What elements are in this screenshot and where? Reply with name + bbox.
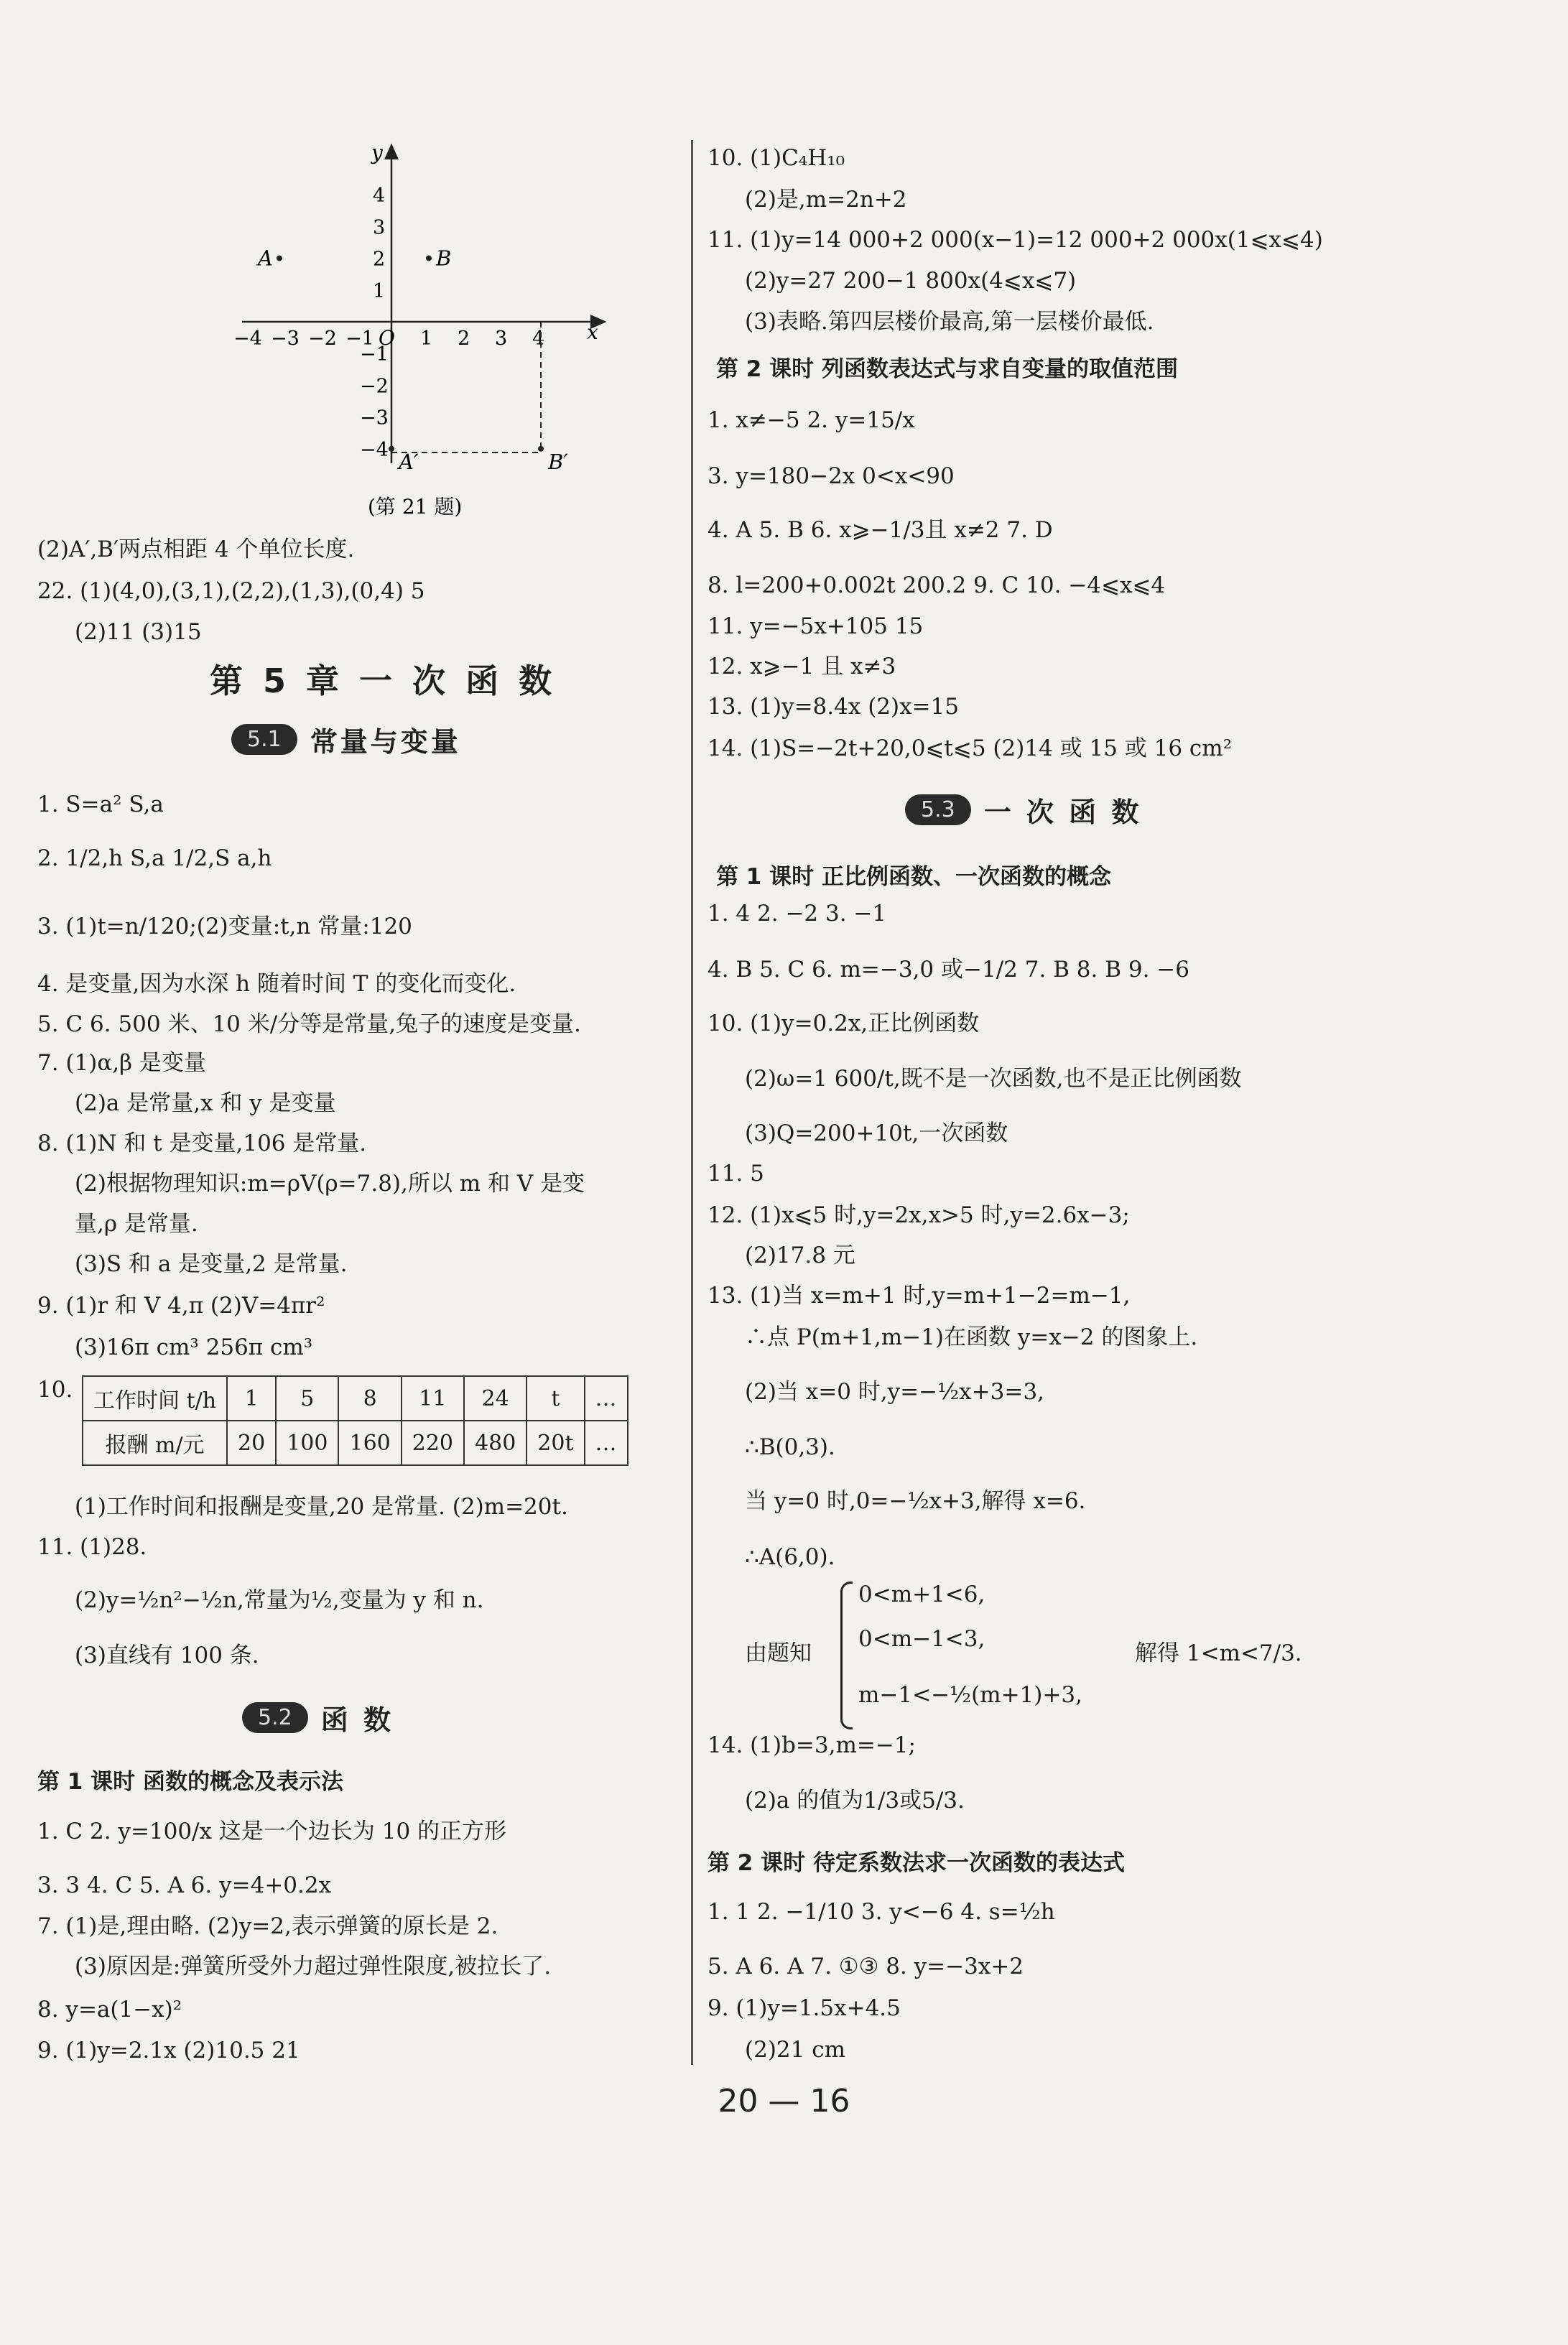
a8-4: (3)S 和 a 是变量,2 是常量. <box>75 1251 348 1277</box>
table-cell: 220 <box>402 1421 464 1465</box>
table-cell: 20 <box>227 1421 276 1465</box>
c10-2: (2)是,m=2n+2 <box>745 187 907 213</box>
d12: 12. x⩾−1 且 x≠3 <box>708 654 896 679</box>
x-tick-label: 1 <box>420 328 433 350</box>
table-cell: 480 <box>464 1421 526 1465</box>
f1: 1. 1 2. −1/10 3. y<−6 4. s=½h <box>708 1899 1055 1925</box>
x-tick-label: 2 <box>458 328 470 350</box>
lesson-heading: 第 1 课时 正比例函数、一次函数的概念 <box>716 864 1111 890</box>
d4: 4. A 5. B 6. x⩾−1/3且 x≠2 7. D <box>708 517 1053 543</box>
section-badge: 5.2 <box>242 1702 308 1733</box>
a10-num: 10. <box>37 1377 73 1403</box>
table-cell: … <box>585 1376 628 1421</box>
e13-solution: 解得 1<m<7/3. <box>1135 1640 1302 1666</box>
b9: 9. (1)y=2.1x (2)10.5 21 <box>37 2038 300 2063</box>
a8-3: 量,ρ 是常量. <box>75 1211 198 1237</box>
table-cell: 工作时间 t/h <box>83 1376 227 1421</box>
e13-1: 13. (1)当 x=m+1 时,y=m+1−2=m−1, <box>708 1283 1131 1309</box>
y-axis-label: y <box>371 141 383 164</box>
column-divider <box>691 140 693 2065</box>
d8: 8. l=200+0.002t 200.2 9. C 10. −4⩽x⩽4 <box>708 572 1166 598</box>
b8: 8. y=a(1−x)² <box>37 1997 182 2023</box>
f9-1: 9. (1)y=1.5x+4.5 <box>708 1995 901 2021</box>
e13-3: (2)当 x=0 时,y=−½x+3=3, <box>745 1379 1044 1405</box>
a9-2: (3)16π cm³ 256π cm³ <box>75 1334 313 1360</box>
e10-2: (2)ω=1 600/t,既不是一次函数,也不是正比例函数 <box>745 1066 1242 1092</box>
e12-1: 12. (1)x⩽5 时,y=2x,x>5 时,y=2.6x−3; <box>708 1202 1130 1228</box>
e10-3: (3)Q=200+10t,一次函数 <box>745 1120 1008 1146</box>
e1: 1. 4 2. −2 3. −1 <box>708 901 887 927</box>
e13-sys2: 0<m−1<3, <box>858 1626 985 1652</box>
a7-2: (2)a 是常量,x 和 y 是变量 <box>75 1090 336 1116</box>
table-cell: 报酬 m/元 <box>83 1421 227 1465</box>
e4: 4. B 5. C 6. m=−3,0 或−1/2 7. B 8. B 9. −6 <box>708 957 1189 983</box>
section-title: 函 数 <box>320 1704 394 1736</box>
c10-1: 10. (1)C₄H₁₀ <box>708 145 845 171</box>
point-label: A <box>258 246 273 271</box>
d11: 11. y=−5x+105 15 <box>708 613 924 639</box>
y-tick-label: 2 <box>373 248 386 271</box>
b7-1: 7. (1)是,理由略. (2)y=2,表示弹簧的原长是 2. <box>37 1913 498 1939</box>
point-marker <box>277 256 282 261</box>
a2: 2. 1/2,h S,a 1/2,S a,h <box>37 845 272 871</box>
figure-caption: (第 21 题) <box>368 495 463 519</box>
d13: 13. (1)y=8.4x (2)x=15 <box>708 694 960 720</box>
x-axis-label: x <box>587 320 598 344</box>
a8-2: (2)根据物理知识:m=ρV(ρ=7.8),所以 m 和 V 是变 <box>75 1171 585 1197</box>
section-badge: 5.3 <box>905 794 971 825</box>
y-tick-label: −3 <box>360 407 389 429</box>
point-label: B <box>436 246 452 271</box>
table-row <box>83 1376 628 1421</box>
q21-2: (2)A′,B′两点相距 4 个单位长度. <box>37 537 355 562</box>
y-tick-label: −4 <box>360 438 389 461</box>
section-title: 常量与变量 <box>310 725 461 758</box>
f5: 5. A 6. A 7. ①③ 8. y=−3x+2 <box>708 1954 1024 1979</box>
section-5-3 <box>905 789 1141 830</box>
x-tick-label: −4 <box>233 328 262 350</box>
e14-1: 14. (1)b=3,m=−1; <box>708 1732 916 1758</box>
work-pay-table <box>82 1375 628 1466</box>
q22-2: (2)11 (3)15 <box>75 619 202 645</box>
table-cell: 160 <box>338 1421 401 1465</box>
e12-2: (2)17.8 元 <box>745 1243 855 1268</box>
a7-1: 7. (1)α,β 是变量 <box>37 1050 206 1076</box>
table-cell: 8 <box>338 1376 401 1421</box>
x-tick-label: −3 <box>271 328 300 350</box>
d1: 1. x≠−5 2. y=15/x <box>708 407 915 433</box>
table-cell: 1 <box>227 1376 276 1421</box>
table-row <box>83 1421 628 1465</box>
y-tick-label: −2 <box>360 375 389 398</box>
e13-sys1: 0<m+1<6, <box>858 1582 985 1607</box>
point-marker <box>538 446 544 452</box>
section-5-1 <box>231 718 461 760</box>
table-cell: … <box>585 1421 628 1465</box>
lesson-heading: 第 2 课时 列函数表达式与求自变量的取值范围 <box>716 356 1178 382</box>
d14: 14. (1)S=−2t+20,0⩽t⩽5 (2)14 或 15 或 16 cm² <box>708 735 1233 761</box>
y-tick-label: 3 <box>373 216 386 239</box>
lesson-heading: 第 2 课时 待定系数法求一次函数的表达式 <box>708 1850 1125 1876</box>
c11-3: (3)表略.第四层楼价最高,第一层楼价最低. <box>745 309 1154 335</box>
a11-2: (2)y=½n²−½n,常量为½,变量为 y 和 n. <box>75 1587 484 1613</box>
a11-1: 11. (1)28. <box>37 1534 147 1560</box>
a5: 5. C 6. 500 米、10 米/分等是常量,兔子的速度是变量. <box>37 1011 581 1037</box>
e13-5: 当 y=0 时,0=−½x+3,解得 x=6. <box>745 1488 1086 1514</box>
page-number: 20 — 16 <box>718 2083 850 2119</box>
c11-1: 11. (1)y=14 000+2 000(x−1)=12 000+2 000x(1⩽x⩽4) <box>708 227 1323 253</box>
a4: 4. 是变量,因为水深 h 随着时间 T 的变化而变化. <box>37 971 516 997</box>
table-cell: 5 <box>276 1376 338 1421</box>
a8-1: 8. (1)N 和 t 是变量,106 是常量. <box>37 1130 367 1156</box>
b3: 3. 3 4. C 5. A 6. y=4+0.2x <box>37 1872 332 1898</box>
y-tick-label: −1 <box>360 343 389 366</box>
table-cell: t <box>526 1376 584 1421</box>
e11: 11. 5 <box>708 1161 764 1187</box>
point-label: B′ <box>548 449 568 474</box>
section-badge: 5.1 <box>231 724 297 755</box>
e13-6: ∴A(6,0). <box>745 1544 835 1570</box>
section-5-2 <box>242 1696 394 1738</box>
table-cell: 20t <box>526 1421 584 1465</box>
table-cell: 11 <box>402 1376 464 1421</box>
c11-2: (2)y=27 200−1 800x(4⩽x⩽7) <box>745 268 1077 294</box>
b1: 1. C 2. y=100/x 这是一个边长为 10 的正方形 <box>37 1819 507 1844</box>
table-cell: 100 <box>276 1421 338 1465</box>
e13-4: ∴B(0,3). <box>745 1434 835 1460</box>
e13-2: ∴点 P(m+1,m−1)在函数 y=x−2 的图象上. <box>745 1324 1198 1350</box>
a10-1: (1)工作时间和报酬是变量,20 是常量. (2)m=20t. <box>75 1494 568 1520</box>
section-title: 一 次 函 数 <box>983 796 1142 828</box>
table-cell: 24 <box>464 1376 526 1421</box>
x-tick-label: −2 <box>308 328 337 350</box>
coordinate-figure <box>199 136 630 524</box>
q22-1: 22. (1)(4,0),(3,1),(2,2),(1,3),(0,4) 5 <box>37 578 425 604</box>
a1: 1. S=a² S,a <box>37 791 164 817</box>
d3: 3. y=180−2x 0<x<90 <box>708 463 955 489</box>
point-marker <box>426 256 432 261</box>
a3: 3. (1)t=n/120;(2)变量:t,n 常量:120 <box>37 914 412 939</box>
origin-label: O <box>379 326 395 350</box>
x-tick-label: 4 <box>532 328 545 350</box>
y-tick-label: 1 <box>373 279 386 302</box>
e13-sys3: m−1<−½(m+1)+3, <box>858 1682 1082 1708</box>
lesson-heading: 第 1 课时 函数的概念及表示法 <box>37 1769 343 1795</box>
x-tick-label: 3 <box>495 328 508 350</box>
point-marker <box>389 446 394 452</box>
b7-2: (3)原因是:弹簧所受外力超过弹性限度,被拉长了. <box>75 1954 552 1979</box>
x-tick-label: −1 <box>345 328 374 350</box>
f9-2: (2)21 cm <box>745 2037 845 2063</box>
chapter-title: 第 5 章 一 次 函 数 <box>210 661 557 700</box>
e13-system-label: 由题知 <box>745 1640 812 1666</box>
a9-1: 9. (1)r 和 V 4,π (2)V=4πr² <box>37 1293 325 1319</box>
e10-1: 10. (1)y=0.2x,正比例函数 <box>708 1011 980 1036</box>
y-tick-label: 4 <box>373 185 386 208</box>
e13-brace <box>840 1582 853 1729</box>
point-label: A′ <box>399 449 419 474</box>
a11-3: (3)直线有 100 条. <box>75 1643 259 1668</box>
e14-2: (2)a 的值为1/3或5/3. <box>745 1788 965 1814</box>
